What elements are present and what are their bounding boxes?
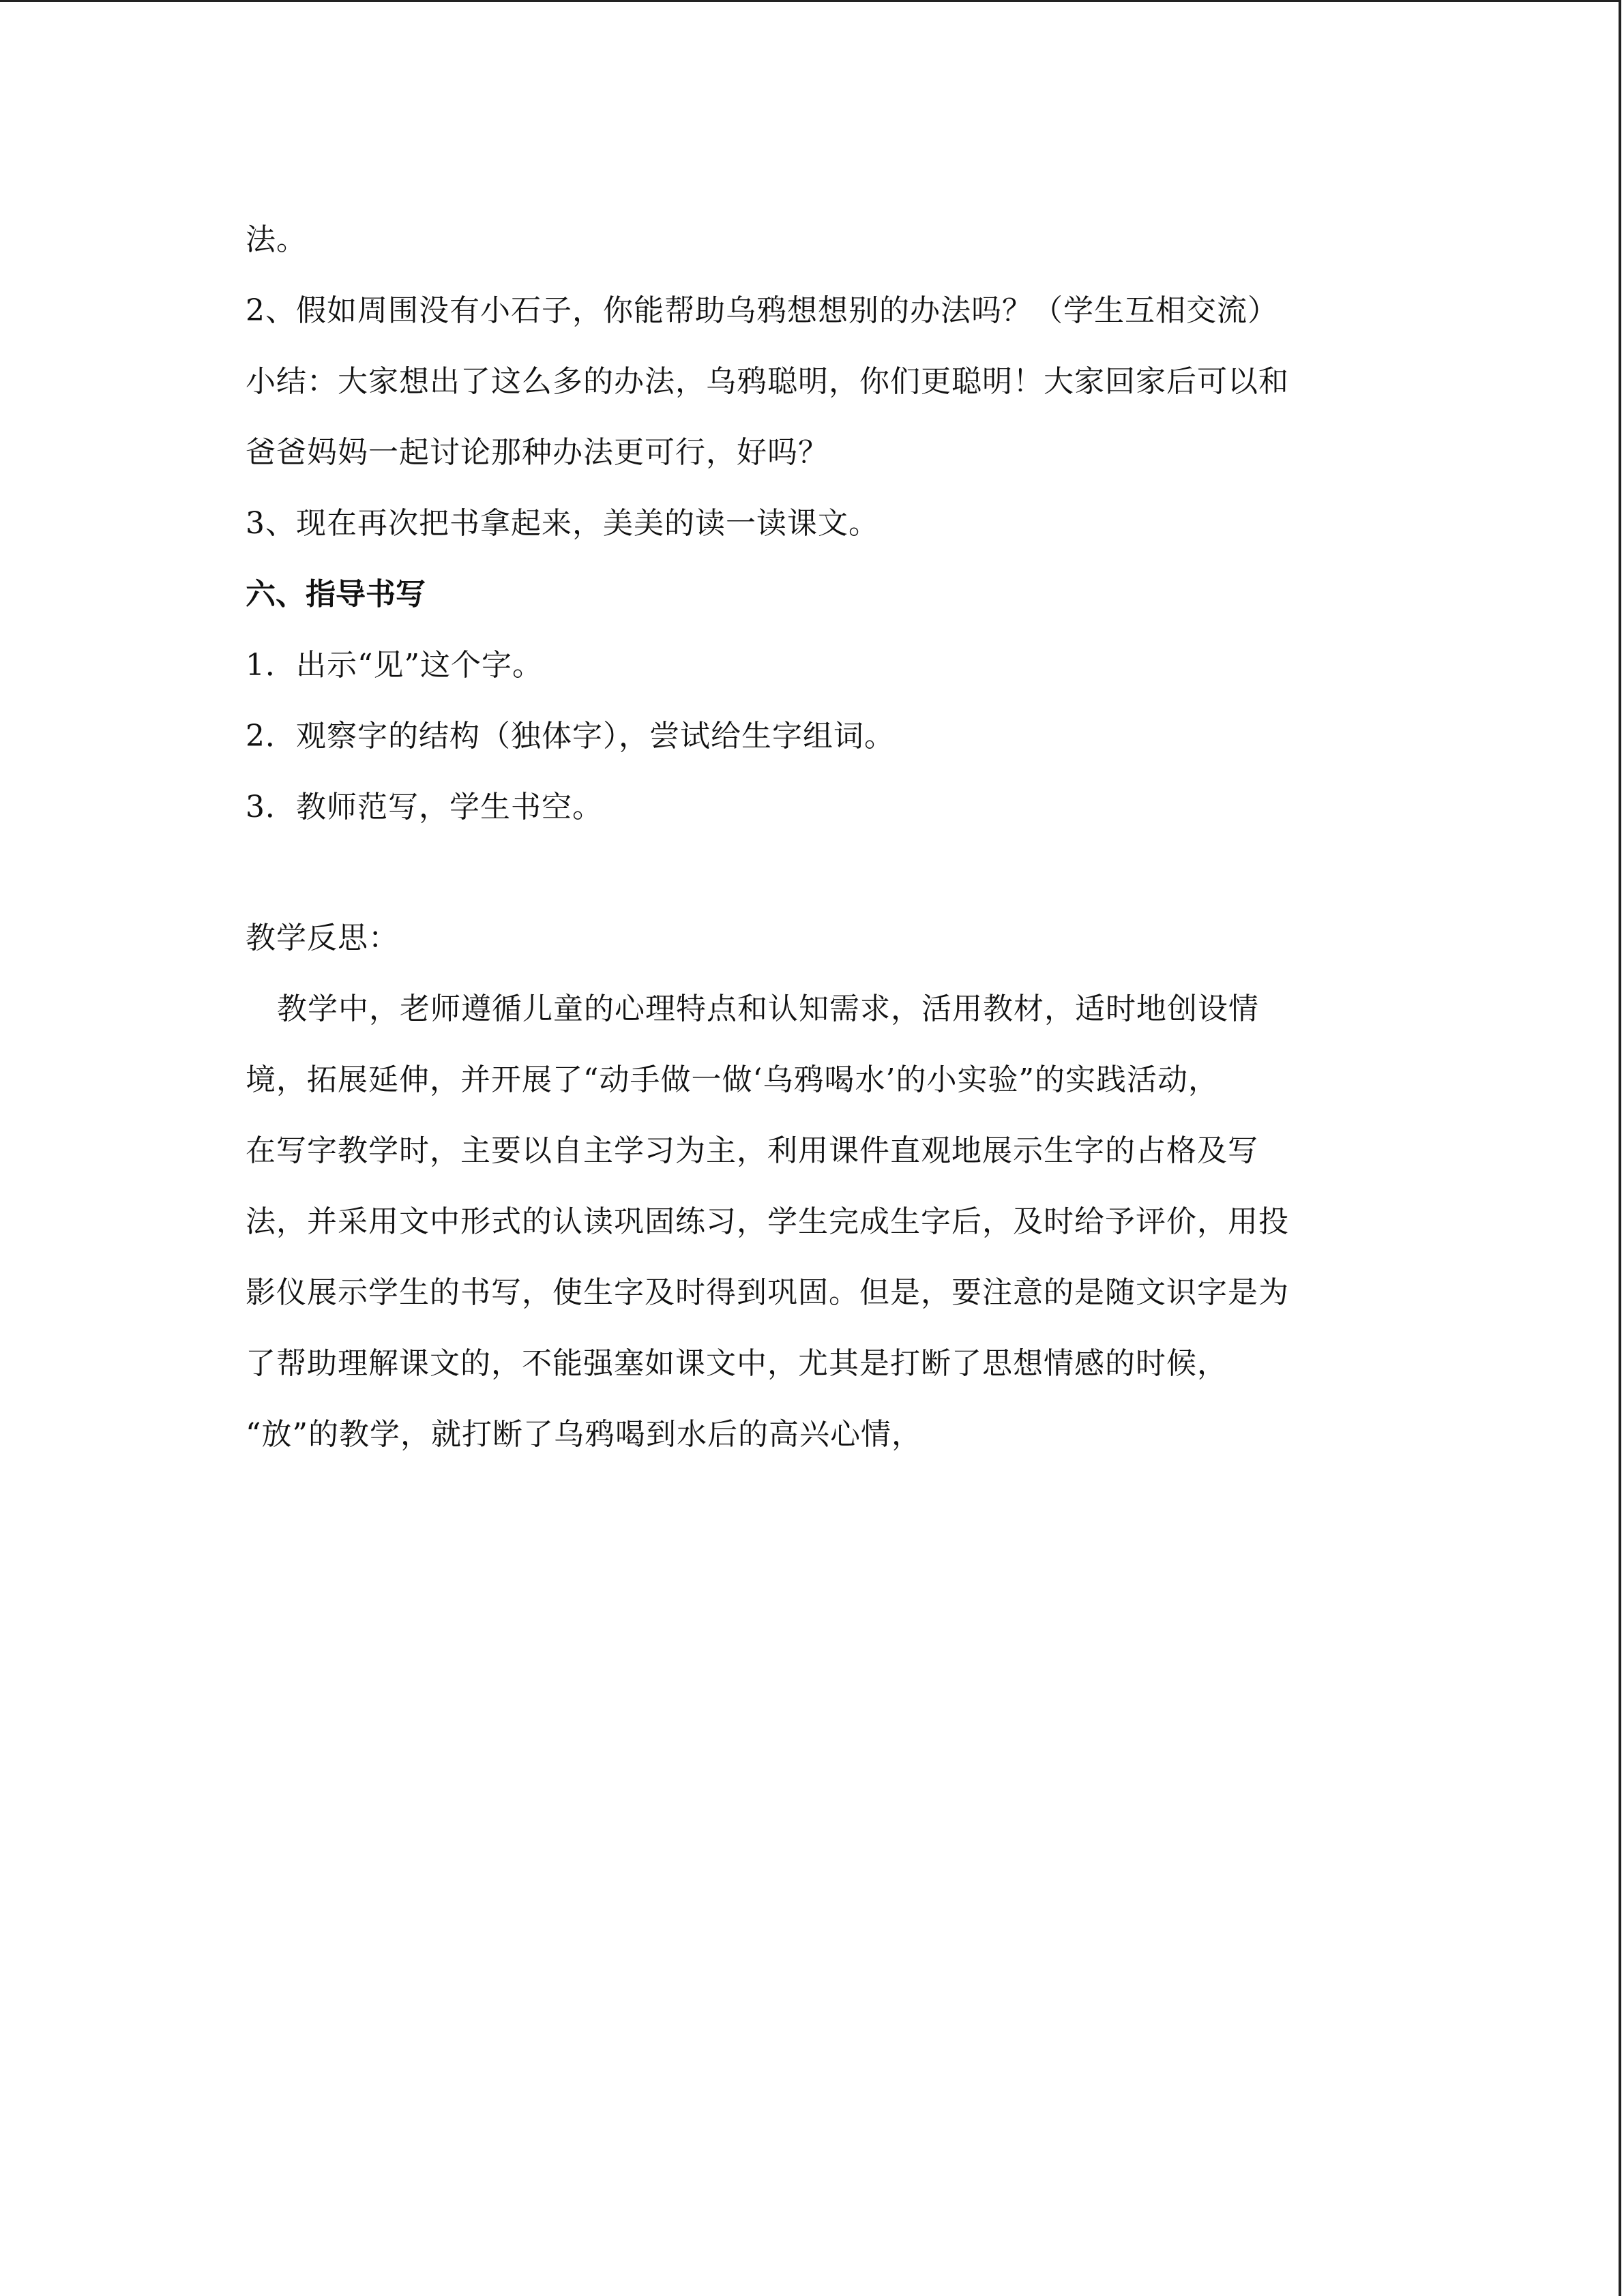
list-item: 2．观察字的结构（独体字），尝试给生字组词。 xyxy=(246,719,895,754)
section-five-tail xyxy=(246,205,1378,559)
reflection-line: 在写字教学时，主要以自主学习为主，利用课件直观地展示生字的占格及写 xyxy=(246,1133,1258,1168)
section-heading: 六、指导书写 xyxy=(246,577,426,612)
paragraph-line: 2、假如周围没有小石子，你能帮助乌鸦想想别的办法吗？（学生互相交流） xyxy=(246,293,1278,328)
reflection-line: 境，拓展延伸，并开展了“动手做一做‘乌鸦喝水’的小实验”的实践活动， xyxy=(246,1062,1219,1097)
section-six xyxy=(246,559,1378,843)
list-item: 1．出示“见”这个字。 xyxy=(246,648,543,683)
paragraph-line: 法。 xyxy=(246,222,307,257)
reflection-line: 影仪展示学生的书写，使生字及时得到巩固。但是，要注意的是随文识字是为 xyxy=(246,1275,1289,1310)
reflection-line: 法，并采用文中形式的认读巩固练习，学生完成生字后，及时给予评价，用投 xyxy=(246,1204,1289,1239)
reflection-line: 教学中，老师遵循儿童的心理特点和认知需求，活用教材，适时地创设情 xyxy=(277,992,1259,1026)
paragraph-line: 3、现在再次把书拿起来，美美的读一读课文。 xyxy=(246,506,879,541)
list-item: 3．教师范写，学生书空。 xyxy=(246,790,603,824)
paragraph-line: 小结：大家想出了这么多的办法，乌鸦聪明，你们更聪明！大家回家后可以和 xyxy=(246,364,1289,399)
spacer xyxy=(246,843,1378,903)
reflection-section xyxy=(246,903,1378,1470)
reflection-line: “放”的教学，就打断了乌鸦喝到水后的高兴心情， xyxy=(246,1417,922,1452)
document-body xyxy=(246,205,1378,1470)
reflection-label: 教学反思： xyxy=(246,921,399,955)
reflection-line: 了帮助理解课文的，不能强塞如课文中，尤其是打断了思想情感的时候， xyxy=(246,1346,1228,1381)
paragraph-line: 爸爸妈妈一起讨论那种办法更可行，好吗？ xyxy=(246,435,829,470)
